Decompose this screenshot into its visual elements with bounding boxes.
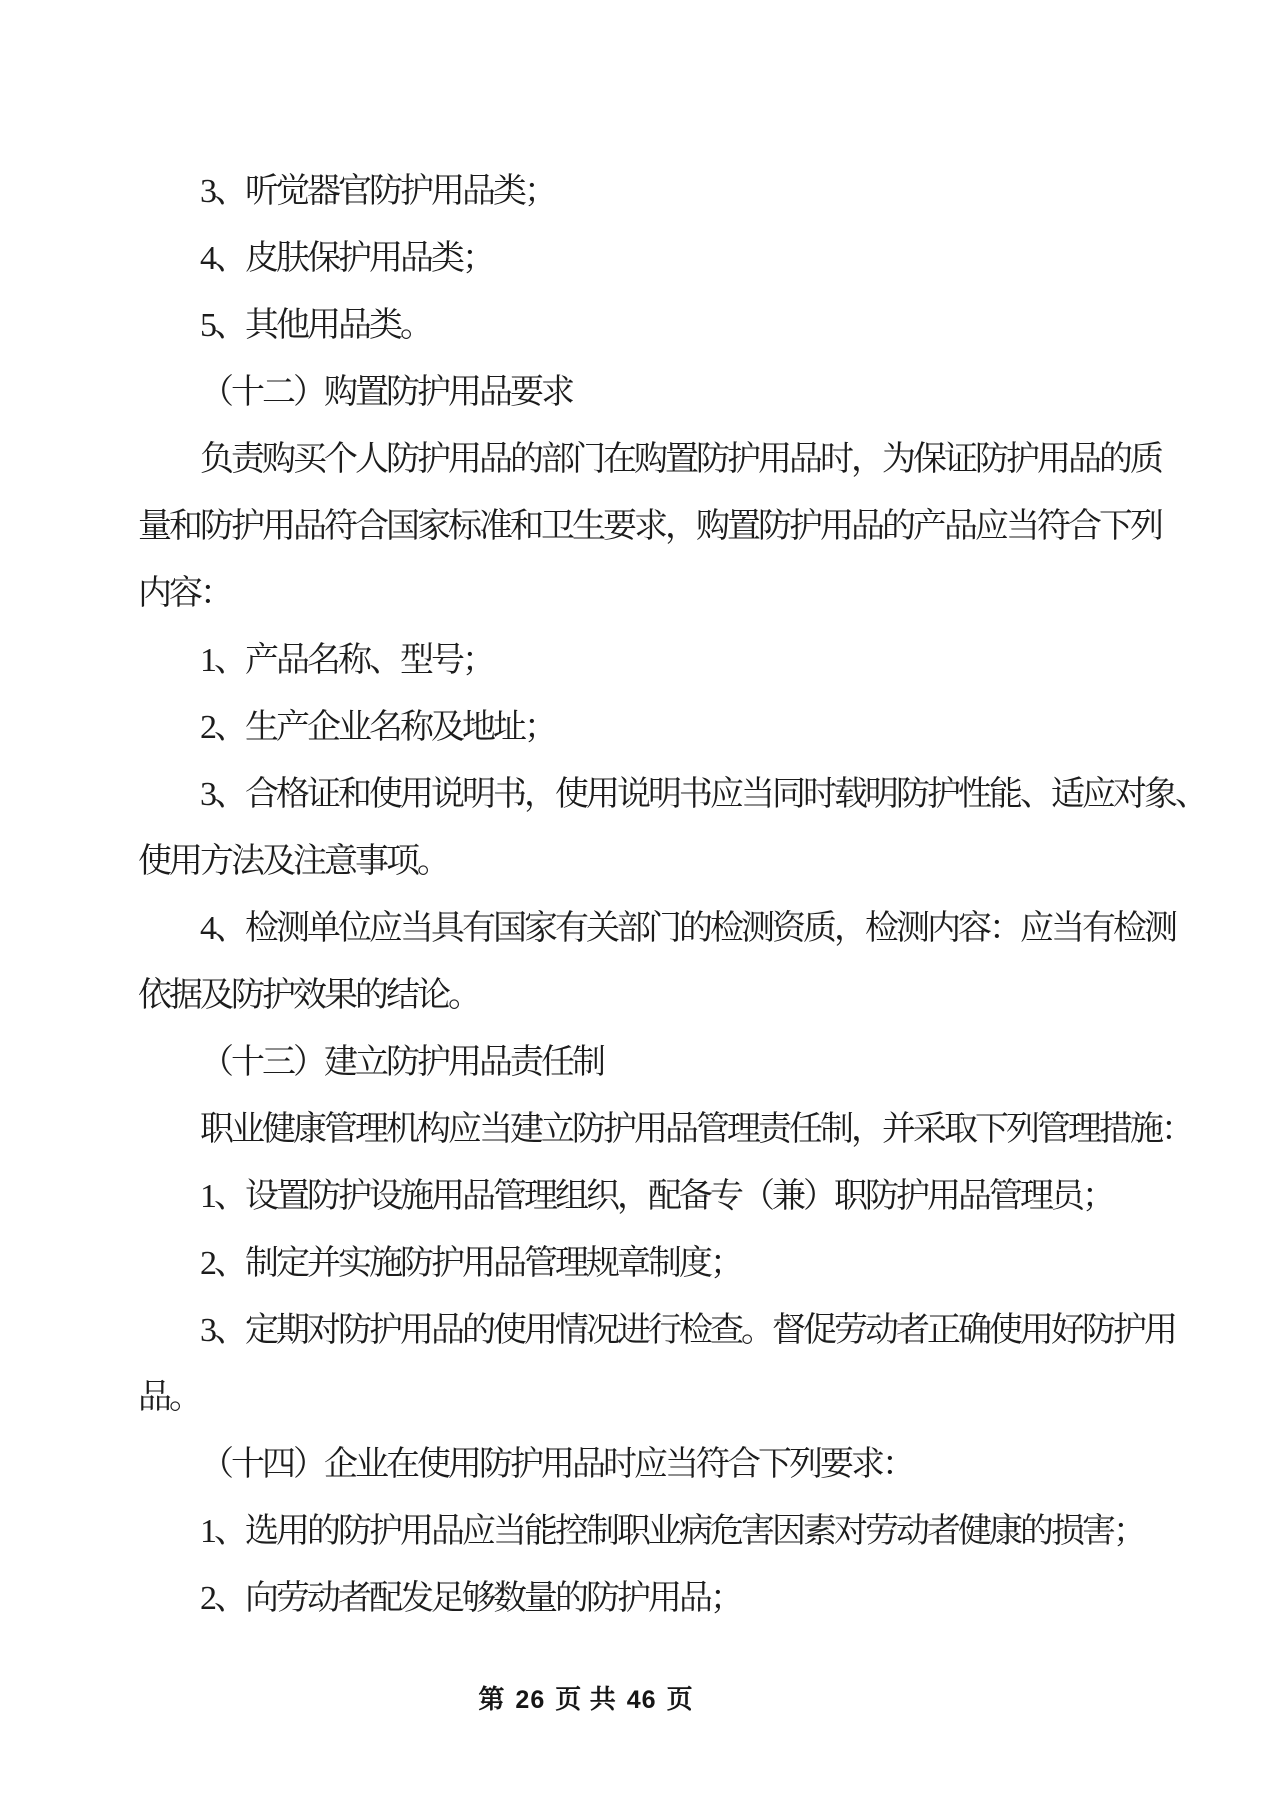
list-item-line: 5、其他用品类。: [200, 307, 431, 344]
list-item-line: 2、生产企业名称及地址；: [200, 709, 555, 746]
footer-label-middle: 页 共: [555, 1685, 617, 1714]
list-item-line: 2、向劳动者配发足够数量的防护用品；: [200, 1580, 741, 1617]
list-item-line: 3、听觉器官防护用品类；: [200, 173, 555, 210]
list-item-line: 4、皮肤保护用品类；: [200, 240, 493, 277]
footer-label-prefix: 第: [478, 1685, 506, 1714]
list-item-line: 2、制定并实施防护用品管理规章制度；: [200, 1245, 741, 1282]
list-item-line: 3、合格证和使用说明书，使用说明书应当同时载明防护性能、适应对象、: [200, 776, 1206, 813]
text-line: 量和防护用品符合国家标准和卫生要求，购置防护用品的产品应当符合下列: [138, 508, 1161, 545]
text-line: 内容：: [138, 575, 231, 612]
list-item-line: 3、定期对防护用品的使用情况进行检查。督促劳动者正确使用好防护用: [200, 1312, 1175, 1349]
list-item-line: 1、设置防护设施用品管理组织，配备专（兼）职防护用品管理员；: [200, 1178, 1113, 1215]
section-heading-line: （十四）企业在使用防护用品时应当符合下列要求：: [200, 1446, 913, 1483]
text-line: 使用方法及注意事项。: [138, 843, 448, 880]
text-line: 品。: [138, 1379, 200, 1416]
text-line: 负责购买个人防护用品的部门在购置防护用品时，为保证防护用品的质: [200, 441, 1161, 478]
document-body: [138, 158, 1206, 1632]
list-item-line: 1、选用的防护用品应当能控制职业病危害因素对劳动者健康的损害；: [200, 1513, 1144, 1550]
footer-label-suffix: 页: [666, 1685, 694, 1714]
text-line: 依据及防护效果的结论。: [138, 977, 479, 1014]
section-heading-line: （十三）建立防护用品责任制: [200, 1044, 603, 1081]
page-footer: [0, 1678, 1172, 1722]
list-item-line: 1、产品名称、型号；: [200, 642, 493, 679]
footer-total-pages: 46: [626, 1686, 657, 1714]
text-line: 职业健康管理机构应当建立防护用品管理责任制，并采取下列管理措施：: [200, 1111, 1192, 1148]
footer-page-number: 26: [515, 1686, 546, 1714]
section-heading-line: （十二）购置防护用品要求: [200, 374, 572, 411]
list-item-line: 4、检测单位应当具有国家有关部门的检测资质，检测内容：应当有检测: [200, 910, 1175, 947]
